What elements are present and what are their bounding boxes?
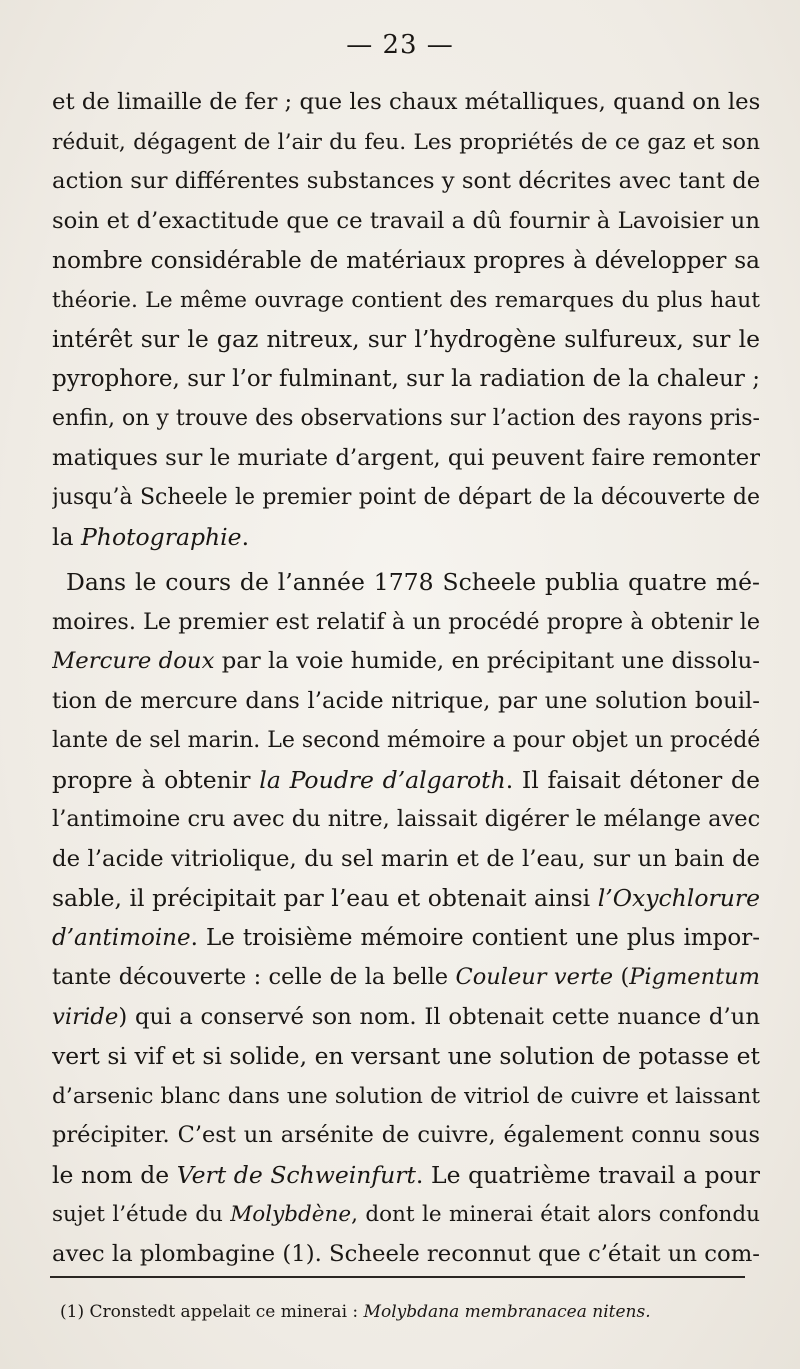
text-line — [52, 682, 760, 722]
text-line — [52, 1037, 760, 1077]
text-segment: Dans le cours de l’année 1778 Scheele publia quatre mé- — [66, 568, 760, 596]
page-number: — 23 — — [346, 30, 454, 60]
text-segment: théorie. Le même ouvrage contient des remarques du plus haut — [52, 287, 760, 313]
text-segment: par la voie humide, en précipitant une dissolu- — [214, 648, 760, 674]
text-line — [52, 800, 760, 840]
italic-text-segment: Couleur verte — [455, 964, 614, 990]
text-line — [52, 958, 760, 998]
text-line — [52, 83, 760, 123]
text-segment: la — [52, 522, 81, 551]
text-segment: propre à obtenir — [52, 765, 260, 794]
text-segment: . Le quatrième travail a pour — [415, 1160, 760, 1189]
text-line — [52, 563, 760, 603]
italic-text-segment: Vert de Schweinfurt — [176, 1160, 416, 1189]
text-segment: avec la plombagine (1). Scheele reconnut que c’était un com- — [52, 1240, 760, 1267]
text-line — [52, 241, 760, 281]
footnote-marker: (1) — [60, 1302, 85, 1322]
italic-text-segment: Mercure doux — [52, 648, 215, 674]
text-segment: d’arsenic blanc dans une solution de vitriol de cuivre et laissant — [52, 1083, 760, 1109]
text-segment: l’antimoine cru avec du nitre, laissait digérer le mélange avec — [52, 806, 760, 832]
text-line — [52, 478, 760, 518]
text-line — [52, 123, 760, 163]
text-segment: action sur différentes substances y sont décrites avec tant de — [52, 168, 760, 194]
text-segment: tante découverte : celle de la belle — [52, 964, 456, 990]
text-line — [52, 998, 760, 1038]
text-segment: le nom de — [52, 1160, 177, 1189]
text-line — [52, 1116, 760, 1156]
text-line — [52, 919, 760, 959]
text-line — [52, 603, 760, 643]
text-line — [52, 518, 760, 558]
text-line — [52, 399, 760, 439]
text-line — [52, 1156, 760, 1196]
text-segment: jusqu’à Scheele le premier point de départ de la découverte de — [52, 485, 760, 510]
text-line — [52, 162, 760, 202]
footnote-italic-text: Molybdana membranacea nitens. — [363, 1302, 651, 1322]
text-segment: enfin, on y trouve des observations sur l’action des rayons pris- — [52, 406, 760, 431]
italic-text-segment: d’antimoine — [52, 924, 191, 951]
text-segment: vert si vif et si solide, en versant une solution de potasse et — [52, 1042, 760, 1070]
text-line — [52, 360, 760, 400]
text-segment: pyrophore, sur l’or fulminant, sur la radiation de la chaleur ; — [52, 365, 760, 392]
text-segment: lante de sel marin. Le second mémoire a pour objet un procédé — [52, 728, 760, 753]
text-segment: . Le troisième mémoire contient une plus impor- — [190, 924, 760, 951]
text-segment: nombre considérable de matériaux propres à développer sa — [52, 247, 760, 274]
text-line — [52, 642, 760, 682]
text-segment: ) qui a conservé son nom. Il obtenait cette nuance d’un — [118, 1003, 760, 1030]
text-segment: sujet l’étude du — [52, 1202, 231, 1227]
text-segment: de l’acide vitriolique, du sel marin et de l’eau, sur un bain de — [52, 845, 760, 872]
text-segment: ( — [613, 964, 630, 990]
text-segment: et de limaille de fer ; que les chaux métalliques, quand on les — [52, 89, 760, 115]
text-segment: sable, il précipitait par l’eau et obtenait ainsi — [52, 884, 598, 912]
text-line — [52, 879, 760, 919]
text-line — [52, 761, 760, 801]
text-segment: moires. Le premier est relatif à un procédé propre à obtenir le — [52, 608, 760, 635]
italic-text-segment: l’Oxychlorure — [597, 884, 760, 912]
footnote-separator — [50, 1276, 745, 1278]
text-segment: , dont le minerai était alors confondu — [351, 1202, 760, 1227]
text-line — [52, 1235, 760, 1275]
text-line — [52, 840, 760, 880]
text-segment: soin et d’exactitude que ce travail a dû fournir à Lavoisier un — [52, 207, 760, 234]
text-segment: réduit, dégagent de l’air du feu. Les propriétés de ce gaz et son — [52, 129, 760, 155]
italic-text-segment: la Poudre d’algaroth — [259, 765, 506, 794]
italic-text-segment: Pigmentum — [629, 964, 760, 990]
italic-text-segment: Photographie — [81, 522, 242, 551]
text-segment: matiques sur le muriate d’argent, qui peuvent faire remonter — [52, 444, 760, 471]
italic-text-segment: Molybdène — [230, 1202, 352, 1227]
text-segment: précipiter. C’est un arsénite de cuivre, également connu sous — [52, 1122, 760, 1148]
text-line — [52, 202, 760, 242]
footnote — [60, 1300, 760, 1324]
footnote-text: Cronstedt appelait ce minerai : — [84, 1302, 364, 1322]
text-line — [52, 439, 760, 479]
text-line — [52, 320, 760, 360]
text-segment: tion de mercure dans l’acide nitrique, par une solution bouil- — [52, 687, 760, 714]
text-segment: . — [241, 522, 250, 551]
text-line — [52, 281, 760, 321]
text-line — [52, 721, 760, 761]
italic-text-segment: viride — [52, 1003, 119, 1030]
text-line — [52, 1077, 760, 1117]
text-segment: intérêt sur le gaz nitreux, sur l’hydrogène sulfureux, sur le — [52, 325, 760, 353]
text-segment: . Il faisait détoner de — [505, 765, 760, 794]
text-line — [52, 1195, 760, 1235]
body-text — [52, 83, 760, 1274]
